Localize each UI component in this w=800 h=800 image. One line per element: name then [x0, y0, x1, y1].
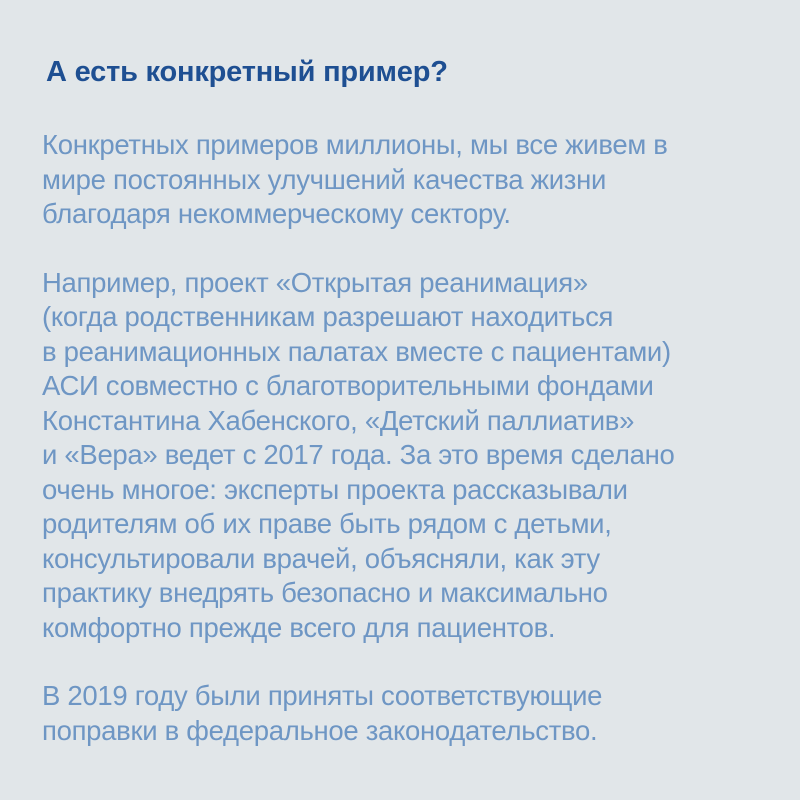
text-line: Конкретных примеров миллионы, мы все живем в — [42, 129, 668, 160]
text-line: Константина Хабенского, «Детский паллиатив» — [42, 404, 635, 436]
text-line: в реанимационных палатах вместе с пациентами) — [42, 335, 671, 367]
text-line: родителям об их праве быть рядом с детьми, — [42, 508, 612, 539]
text-line: поправки в федеральное законодательство. — [42, 714, 598, 746]
text-line: В 2019 году были приняты соответствующие — [42, 680, 603, 711]
card-title: А есть конкретный пример? — [46, 56, 448, 88]
text-line: практику внедрять безопасно и максимально — [42, 577, 608, 608]
text-line: комфортно прежде всего для пациентов. — [42, 611, 556, 643]
text-line: Например, проект «Открытая реанимация» — [42, 266, 588, 298]
paragraph-law — [42, 679, 782, 748]
text-line: (когда родственникам разрешают находиться — [42, 301, 614, 332]
text-line: мире постоянных улучшений качества жизни — [42, 163, 607, 195]
text-line: и «Вера» ведет с 2017 года. За это время сделано — [42, 439, 675, 470]
paragraph-example — [42, 266, 782, 646]
card-body — [42, 128, 782, 782]
text-line: АСИ совместно с благотворительными фондами — [42, 370, 654, 401]
paragraph-intro — [42, 128, 782, 232]
text-line: очень многое: эксперты проекта рассказывали — [42, 473, 628, 505]
text-line: благодаря некоммерческому сектору. — [42, 198, 511, 229]
text-line: консультировали врачей, объясняли, как эту — [42, 542, 600, 574]
